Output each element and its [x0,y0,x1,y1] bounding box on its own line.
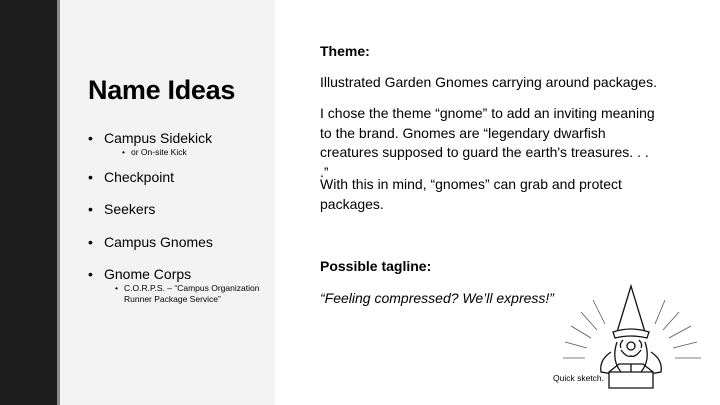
theme-paragraph-2: With this in mind, “gnomes” can grab and protect packages. [320,176,622,212]
tagline-text: “Feeling compressed? We’ll express!” [320,290,554,306]
bullet-icon: • [88,266,93,282]
name-idea-label: Campus Sidekick [104,130,213,146]
sketch-caption: Quick sketch. [553,373,605,383]
name-idea-label: Gnome Corps [104,266,192,282]
name-idea-label: Campus Gnomes [104,234,213,250]
name-idea-label: Seekers [104,201,156,217]
tagline-heading: Possible tagline: [320,258,432,274]
list-subitem [122,147,271,158]
theme-paragraph: I chose the theme “gnome” to add an inviting meaning to the brand. Gnomes are “legendary dwarfish creatures supposed to guard the earth's treasures. . . .” [320,105,655,180]
name-idea-sublabel: C.O.R.P.S. – “Campus Organization Runner Package Service” [124,283,260,304]
bullet-icon: • [122,147,125,157]
bullet-icon: • [88,201,93,217]
gnome-figure [601,286,662,388]
bullet-icon: • [88,130,93,146]
theme-heading: Theme: [320,43,370,59]
bullet-icon: • [115,283,118,293]
name-idea-sublabel: or On-site Kick [131,147,187,157]
slide-edge-dark [0,0,57,405]
theme-line: Illustrated Garden Gnomes carrying around packages. [320,74,657,90]
bullet-icon: • [88,169,93,185]
slide-title: Name Ideas [88,75,236,105]
bullet-icon: • [88,234,93,250]
list-subitem [115,283,270,305]
name-idea-label: Checkpoint [104,169,175,185]
